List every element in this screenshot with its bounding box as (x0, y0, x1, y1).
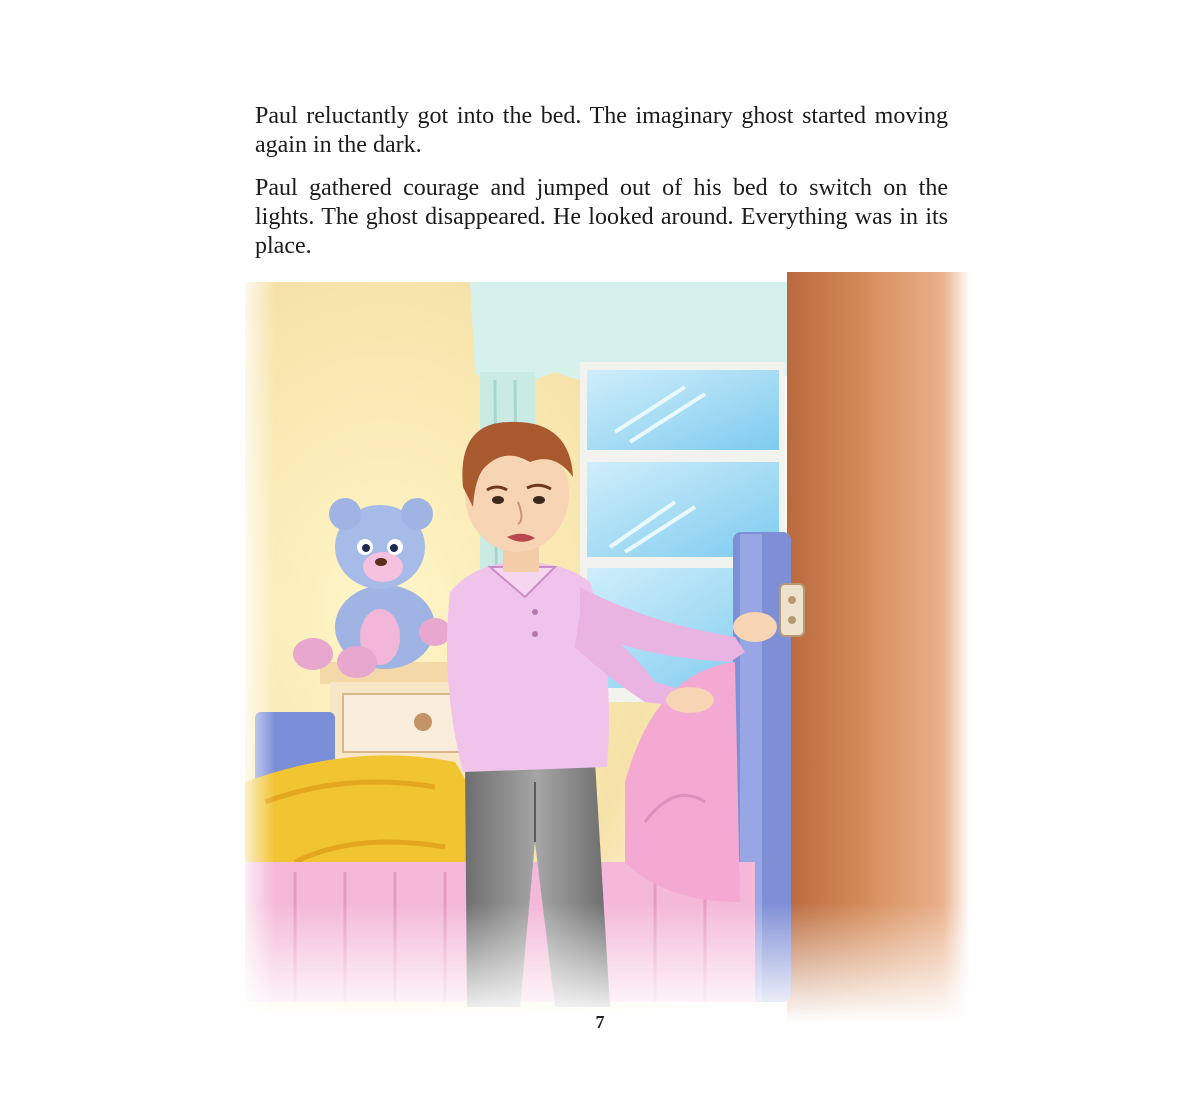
story-paragraph-1: Paul reluctantly got into the bed. The imaginary ghost started moving again in the dark. (255, 103, 948, 158)
story-paragraph-2: Paul gathered courage and jumped out of his bed to switch on the lights. The ghost disappeared. He looked around. Everything was in its place. (255, 175, 948, 259)
story-text (255, 102, 948, 275)
light-switch (780, 584, 804, 636)
page-number: 7 (595, 1012, 605, 1032)
bedroom-illustration (235, 262, 970, 1022)
